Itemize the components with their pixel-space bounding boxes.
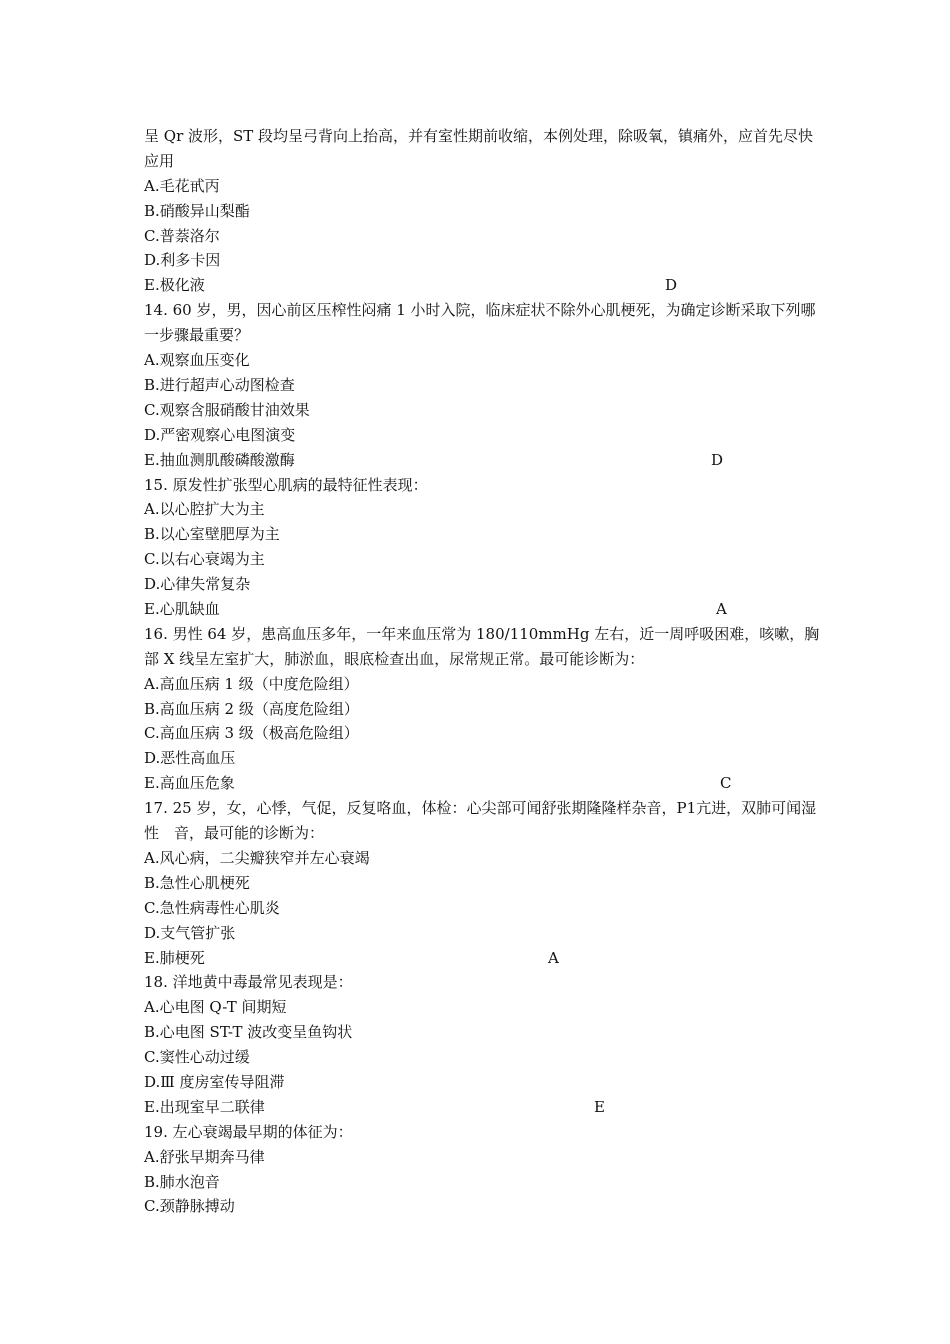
question-17-stem: 17. 25 岁，女，心悸，气促，反复咯血，体检：心尖部可闻舒张期隆隆样杂音，P1亢进，双肺可闻湿性 音，最可能的诊断为： [144,799,817,843]
q19-option-c: C.颈静脉搏动 [144,1197,235,1216]
q14-option-a: A.观察血压变化 [144,351,250,370]
q15-option-e: E.心肌缺血 [144,599,220,618]
q16-option-e: E.高血压危象 [144,774,235,793]
q19-option-a: A.舒张早期奔马律 [144,1147,265,1166]
q16-answer: C [720,774,732,793]
q17-option-e-row [144,946,824,971]
q13-option-a: A.毛花甙丙 [144,176,220,195]
q18-option-a: A.心电图 Q-T 间期短 [144,998,287,1017]
q16-option-b: B.高血压病 2 级（高度危险组） [144,699,359,718]
q15-answer: A [716,599,727,618]
q19-option-b: B.肺水泡音 [144,1172,220,1191]
q15-option-e-row [144,597,824,622]
question-18-stem: 18. 洋地黄中毒最常见表现是： [144,973,353,992]
question-13-stem: 呈 Qr 波形，ST 段均呈弓背向上抬高，并有室性期前收缩，本例处理，除吸氧，镇痛外，应首先尽快应用 [144,127,814,170]
q14-option-e-row [144,448,824,473]
document-body [144,124,824,1219]
q15-option-b: B.以心室壁肥厚为主 [144,525,280,544]
q13-option-e-row [144,273,824,298]
q15-option-d: D.心律失常复杂 [144,575,251,594]
q16-option-a: A.高血压病 1 级（中度危险组） [144,674,359,693]
q14-option-e: E.抽血测肌酸磷酸激酶 [144,450,295,469]
q16-option-c: C.高血压病 3 级（极高危险组） [144,724,359,743]
q16-option-d: D.恶性高血压 [144,749,236,768]
q13-option-b: B.硝酸异山梨酯 [144,201,250,220]
q13-option-e: E.极化液 [144,276,205,295]
q17-option-b: B.急性心肌梗死 [144,873,250,892]
q16-option-e-row [144,771,824,796]
q15-option-a: A.以心腔扩大为主 [144,500,265,519]
q17-option-e: E.肺梗死 [144,948,205,967]
q13-option-c: C.普萘洛尔 [144,226,220,245]
question-19-stem: 19. 左心衰竭最早期的体征为： [144,1122,353,1141]
q14-option-d: D.严密观察心电图演变 [144,425,296,444]
q18-option-e: E.出现室早二联律 [144,1097,265,1116]
q14-option-b: B.进行超声心动图检查 [144,375,295,394]
q18-option-c: C.窦性心动过缓 [144,1048,250,1067]
q17-option-c: C.急性病毒性心肌炎 [144,898,280,917]
q13-answer: D [665,276,678,295]
q17-answer: A [548,948,559,967]
question-15-stem: 15. 原发性扩张型心肌病的最特征性表现： [144,475,428,494]
q14-option-c: C.观察含服硝酸甘油效果 [144,400,310,419]
q18-option-d: D.Ⅲ 度房室传导阻滞 [144,1072,285,1091]
question-14-stem: 14. 60 岁，男，因心前区压榨性闷痛 1 小时入院，临床症状不除外心肌梗死，为确定诊断采取下列哪一步骤最重要？ [144,301,816,345]
q17-option-d: D.支气管扩张 [144,923,236,942]
q18-option-b: B.心电图 ST-T 波改变呈鱼钩状 [144,1023,353,1042]
q13-option-d: D.利多卡因 [144,251,221,270]
q15-option-c: C.以右心衰竭为主 [144,550,265,569]
q17-option-a: A.风心病，二尖瓣狭窄并左心衰竭 [144,848,370,867]
q18-answer: E [594,1097,605,1116]
question-16-stem: 16. 男性 64 岁，患高血压多年，一年来血压常为 180/110mmHg 左右，近一周呼吸困难，咳嗽，胸部 X 线呈左室扩大，肺淤血，眼底检查出血，尿常规正常。最可能诊断为： [144,624,820,668]
q18-option-e-row [144,1095,824,1120]
q14-answer: D [711,450,724,469]
